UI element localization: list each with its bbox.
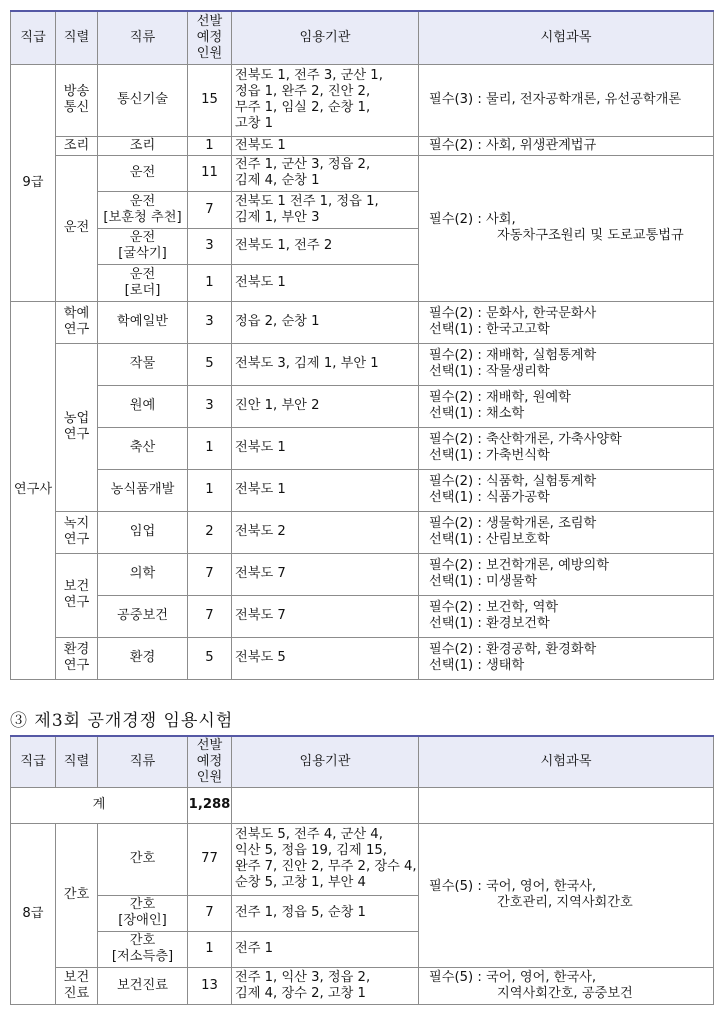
category-cell: 간호 [장애인] [98,895,188,931]
subjects-cell [419,967,714,1004]
empty-cell [232,787,419,823]
category-cell: 작물 [98,343,188,385]
planned-cell: 3 [188,301,232,343]
org-cell: 전북도 5, 전주 4, 군산 4, 익산 5, 정읍 19, 김제 15, 완주 7, 진안 2, 무주 2, 장수 4, 순창 5, 고창 1, 부안 4 [232,823,419,895]
subjects-line: 필수(2) : 사회, [429,212,516,227]
planned-cell: 1 [188,264,232,301]
subjects-cell: 필수(2) : 생물학개론, 조림학 선택(1) : 산림보호학 [419,511,714,553]
planned-cell: 7 [188,895,232,931]
category-cell: 운전 [보훈청 추천] [98,191,188,228]
planned-cell: 3 [188,228,232,264]
org-cell: 전주 1, 정읍 5, 순창 1 [232,895,419,931]
header-subjects: 시험과목 [419,11,714,64]
planned-cell: 1 [188,427,232,469]
subjects-cell: 필수(2) : 재배학, 실험통계학 선택(1) : 작물생리학 [419,343,714,385]
org-cell: 전북도 1, 전주 3, 군산 1, 정읍 1, 완주 2, 진안 2, 무주 1, 임실 2, 순창 1, 고창 1 [232,64,419,136]
grade-cell: 연구사 [11,301,56,679]
grade-cell: 9급 [11,64,56,301]
header-planned: 선발 예정 인원 [188,736,232,787]
header-category: 직류 [98,11,188,64]
org-cell: 전북도 1 [232,469,419,511]
category-cell: 임업 [98,511,188,553]
org-cell: 전주 1, 군산 3, 정읍 2, 김제 4, 순창 1 [232,155,419,191]
planned-cell: 2 [188,511,232,553]
subjects-cell: 필수(2) : 축산학개론, 가축사양학 선택(1) : 가축번식학 [419,427,714,469]
total-label: 계 [11,787,188,823]
series-cell: 운전 [56,155,98,301]
subjects-line: 자동차구조원리 및 도로교통법규 [497,228,684,243]
planned-cell: 11 [188,155,232,191]
subjects-cell: 필수(2) : 사회, 위생관계법규 [419,136,714,155]
subjects-cell: 필수(2) : 환경공학, 환경화학 선택(1) : 생태학 [419,637,714,679]
series-cell: 방송 통신 [56,64,98,136]
recruitment-table-1 [10,10,714,680]
series-cell: 조리 [56,136,98,155]
planned-cell: 1 [188,469,232,511]
subjects-cell: 필수(2) : 문화사, 한국문화사 선택(1) : 한국고고학 [419,301,714,343]
planned-cell: 13 [188,967,232,1004]
category-cell: 간호 [저소득층] [98,931,188,967]
header-grade: 직급 [11,11,56,64]
section-title: ③ 제3회 공개경쟁 임용시험 [10,711,234,731]
org-cell: 정읍 2, 순창 1 [232,301,419,343]
org-cell: 진안 1, 부안 2 [232,385,419,427]
category-cell: 농식품개발 [98,469,188,511]
planned-cell: 1 [188,931,232,967]
subjects-cell: 필수(3) : 물리, 전자공학개론, 유선공학개론 [419,64,714,136]
category-cell: 보건진료 [98,967,188,1004]
header-org: 임용기관 [232,736,419,787]
total-value: 1,288 [188,787,232,823]
header-series: 직렬 [56,736,98,787]
subjects-cell: 필수(2) : 식품학, 실험통계학 선택(1) : 식품가공학 [419,469,714,511]
org-cell: 전북도 1 [232,427,419,469]
empty-cell [419,787,714,823]
header-subjects: 시험과목 [419,736,714,787]
org-cell: 전북도 1 전주 1, 정읍 1, 김제 1, 부안 3 [232,191,419,228]
subjects-line: 필수(5) : 국어, 영어, 한국사, [429,879,597,894]
subjects-line: 간호관리, 지역사회간호 [497,895,633,910]
category-cell: 학예일반 [98,301,188,343]
grade-cell: 8급 [11,823,56,1004]
category-cell: 운전 [굴삭기] [98,228,188,264]
org-cell: 전북도 7 [232,595,419,637]
category-cell: 공중보건 [98,595,188,637]
category-cell: 조리 [98,136,188,155]
category-cell: 환경 [98,637,188,679]
series-cell: 간호 [56,823,98,967]
subjects-cell [419,823,714,967]
org-cell: 전북도 7 [232,553,419,595]
category-cell: 운전 [로더] [98,264,188,301]
category-cell: 통신기술 [98,64,188,136]
category-cell: 운전 [98,155,188,191]
header-org: 임용기관 [232,11,419,64]
org-cell: 전북도 1, 전주 2 [232,228,419,264]
series-cell: 환경 연구 [56,637,98,679]
planned-cell: 1 [188,136,232,155]
org-cell: 전북도 3, 김제 1, 부안 1 [232,343,419,385]
series-cell: 학예 연구 [56,301,98,343]
subjects-line: 지역사회간호, 공중보건 [497,985,633,1001]
subjects-cell: 필수(2) : 보건학개론, 예방의학 선택(1) : 미생물학 [419,553,714,595]
category-cell: 간호 [98,823,188,895]
planned-cell: 5 [188,637,232,679]
header-series: 직렬 [56,11,98,64]
planned-cell: 77 [188,823,232,895]
subjects-line: 필수(5) : 국어, 영어, 한국사, [429,969,597,985]
category-cell: 의학 [98,553,188,595]
planned-cell: 7 [188,191,232,228]
series-cell: 보건 진료 [56,967,98,1004]
subjects-cell [419,155,714,301]
series-cell: 녹지 연구 [56,511,98,553]
category-cell: 축산 [98,427,188,469]
header-grade: 직급 [11,736,56,787]
header-category: 직류 [98,736,188,787]
planned-cell: 5 [188,343,232,385]
org-cell: 전주 1, 익산 3, 정읍 2, 김제 4, 장수 2, 고창 1 [232,967,419,1004]
category-cell: 원예 [98,385,188,427]
org-cell: 전북도 1 [232,264,419,301]
recruitment-table-2 [10,735,714,1005]
org-cell: 전북도 1 [232,136,419,155]
planned-cell: 15 [188,64,232,136]
org-cell: 전북도 5 [232,637,419,679]
series-cell: 보건 연구 [56,553,98,637]
planned-cell: 7 [188,553,232,595]
org-cell: 전주 1 [232,931,419,967]
planned-cell: 7 [188,595,232,637]
subjects-cell: 필수(2) : 보건학, 역학 선택(1) : 환경보건학 [419,595,714,637]
series-cell: 농업 연구 [56,343,98,511]
subjects-cell: 필수(2) : 재배학, 원예학 선택(1) : 채소학 [419,385,714,427]
planned-cell: 3 [188,385,232,427]
header-planned: 선발 예정 인원 [188,11,232,64]
org-cell: 전북도 2 [232,511,419,553]
